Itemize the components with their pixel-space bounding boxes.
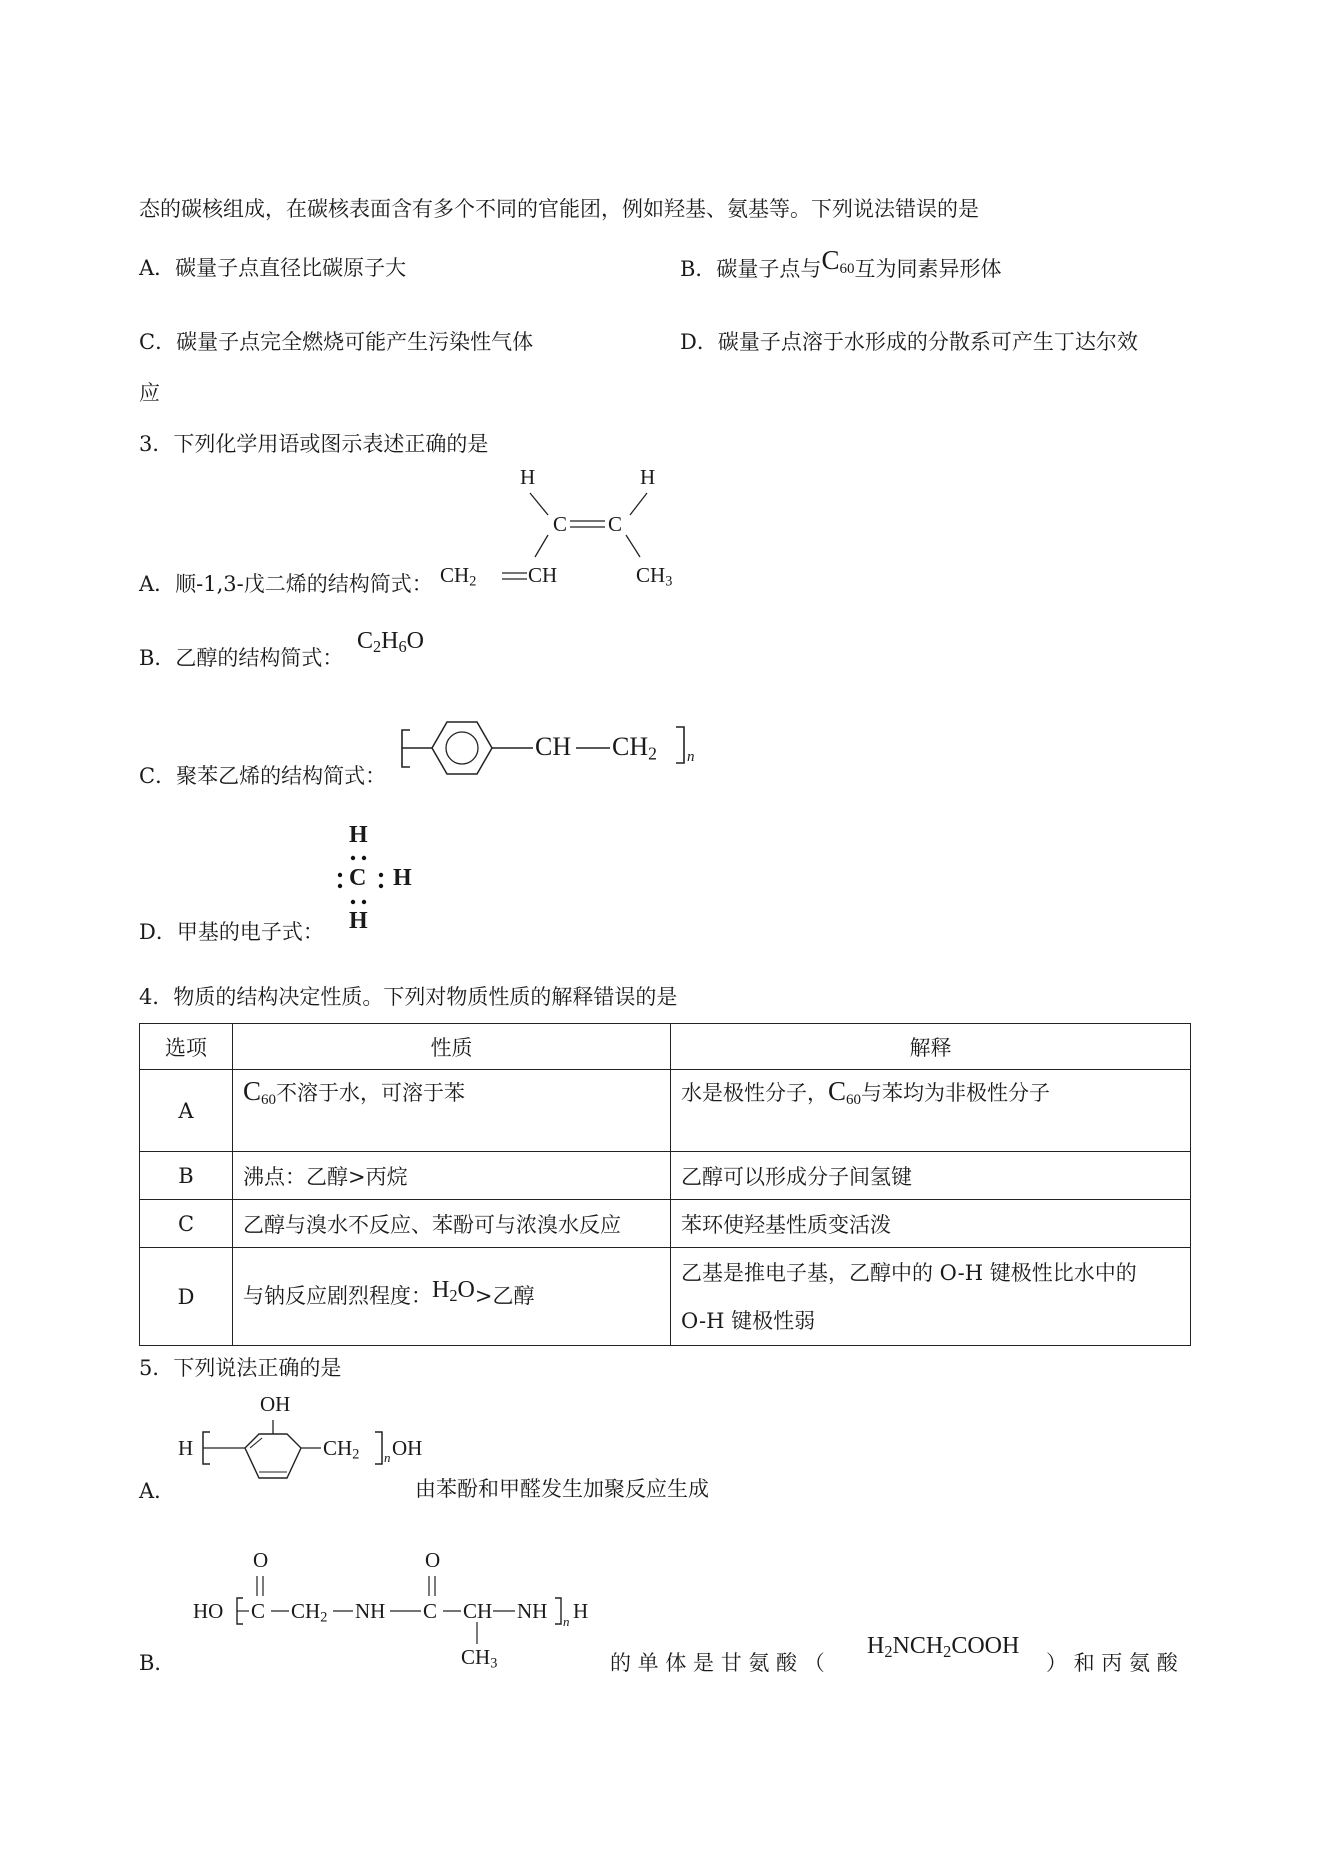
phenolic-resin-ring (178, 1392, 428, 1502)
ch-group: CH (528, 563, 558, 587)
pr-ch2-sub: 2 (352, 1446, 360, 1463)
ch2-sub: 2 (469, 573, 477, 590)
cis-pentadiene-structure (440, 465, 700, 595)
row-a-c: C (243, 1076, 262, 1106)
gly-nch: NCH (892, 1633, 944, 1659)
glycine-formula (867, 1633, 1019, 1662)
ch3-group (636, 563, 672, 591)
dp-c1: C (251, 1599, 266, 1623)
pr-n: n (384, 1450, 391, 1465)
ps-ch2-sub: 2 (648, 743, 657, 764)
row-d-explain-line2: O-H 键极性弱 (681, 1308, 816, 1333)
f-o: O (406, 628, 425, 654)
m-c: C (349, 865, 367, 891)
row-a-property-text: 不溶于水，可溶于苯 (276, 1081, 466, 1105)
dp-ch: CH (463, 1599, 493, 1623)
ethanol-formula (357, 628, 424, 657)
dp-c2: C (423, 1599, 438, 1623)
c-left: C (553, 512, 568, 536)
dp-o1: O (253, 1548, 269, 1572)
pr-oh-right: OH (392, 1436, 423, 1460)
dp-ch3 (461, 1645, 497, 1673)
gly-nch-sub: 2 (943, 1642, 952, 1662)
dp-ch3-text: CH (461, 1645, 491, 1669)
row-d-explain-line1: 乙基是推电子基，乙醇中的 O-H 键极性比水中的 (681, 1260, 1137, 1285)
gly-h-sub: 2 (884, 1642, 893, 1662)
pr-oh-top: OH (260, 1392, 291, 1416)
q2-option-d-line1: D．碳量子点溶于水形成的分散系可产生丁达尔效 (680, 330, 1138, 354)
water-h: H (432, 1277, 450, 1304)
row-a-c-sub: 60 (261, 1091, 277, 1108)
row-d-prefix: 与钠反应剧烈程度： (243, 1284, 432, 1309)
dp-o2: O (425, 1548, 441, 1572)
q3-a-label: A．顺-1,3-戊二烯的结构简式： (139, 572, 433, 596)
q2-option-c: C．碳量子点完全燃烧可能产生污染性气体 (139, 330, 534, 354)
q2-option-b (680, 245, 1002, 285)
c60-c: C (821, 245, 840, 275)
q3-d-label: D．甲基的电子式： (139, 920, 324, 944)
header-explanation: 解释 (671, 1024, 1191, 1070)
dp-ch3-sub: 3 (490, 1655, 498, 1672)
row-a-explanation (671, 1070, 1191, 1152)
dp-h: H (573, 1599, 589, 1623)
row-a-explain-c-sub: 60 (846, 1091, 862, 1108)
table-row (140, 1200, 1191, 1248)
ch3-text: CH (636, 563, 666, 587)
row-a-explain-suffix: 与苯均为非极性分子 (861, 1081, 1051, 1105)
dp-ch2-sub: 2 (320, 1609, 328, 1626)
dp-ho: HO (193, 1599, 224, 1623)
pr-h-left: H (178, 1436, 194, 1460)
dp-nh2: NH (517, 1599, 548, 1623)
c-right: C (608, 512, 623, 536)
row-c-property: 乙醇与溴水不反应、苯酚可与浓溴水反应 (233, 1200, 671, 1248)
table-row (140, 1248, 1191, 1346)
intro-line: 态的碳核组成，在碳核表面含有多个不同的官能团，例如羟基、氨基等。下列说法错误的是 (139, 197, 979, 221)
h-left: H (520, 465, 536, 489)
ps-ch2 (612, 732, 657, 764)
water-o: O (457, 1277, 475, 1304)
row-c-option: C (140, 1200, 233, 1248)
electron-dots (335, 820, 425, 940)
gly-h: H (867, 1633, 885, 1659)
water-formula (432, 1277, 475, 1306)
row-b-explanation: 乙醇可以形成分子间氢键 (671, 1152, 1191, 1200)
row-d-suffix: >乙醇 (474, 1284, 535, 1309)
table-row (140, 1070, 1191, 1152)
q3-b-label: B．乙醇的结构简式： (139, 646, 344, 670)
water-h-sub: 2 (449, 1286, 458, 1306)
q5-a-text: 由苯酚和甲醛发生加聚反应生成 (415, 1477, 709, 1501)
header-option: 选项 (140, 1024, 233, 1070)
ch2-group (440, 563, 476, 591)
c60-sub: 60 (839, 260, 855, 277)
row-d-explanation (671, 1248, 1191, 1346)
row-a-property (233, 1070, 671, 1152)
table-row (140, 1152, 1191, 1200)
methyl-electron-formula (335, 820, 425, 940)
q2-option-a: A．碳量子点直径比碳原子大 (139, 256, 407, 280)
dipeptide-polymer-structure (193, 1548, 613, 1673)
row-a-option: A (140, 1070, 233, 1152)
gly-cooh: COOH (951, 1633, 1020, 1659)
ps-n: n (687, 749, 695, 765)
q5-a-label: A． (139, 1479, 176, 1503)
row-a-c60 (243, 1076, 276, 1106)
row-b-option: B (140, 1152, 233, 1200)
f-c: C (357, 628, 374, 654)
c60-formula (821, 245, 854, 275)
q2-option-b-suffix: 互为同素异形体 (854, 257, 1002, 281)
f-h: H (381, 628, 399, 654)
row-a-explain-c60 (828, 1076, 861, 1106)
dp-nh1: NH (355, 1599, 386, 1623)
row-c-explanation: 苯环使羟基性质变活泼 (671, 1200, 1191, 1248)
properties-table (139, 1023, 1191, 1346)
ch2-text: CH (440, 563, 470, 587)
m-h-right: H (393, 865, 412, 891)
ch3-sub: 3 (665, 573, 673, 590)
row-b-property: 沸点：乙醇>丙烷 (233, 1152, 671, 1200)
q2-option-d-line2: 应 (139, 381, 160, 405)
ps-ch: CH (535, 732, 572, 761)
ps-ch2-text: CH (612, 732, 649, 761)
q5-b-text2: ） 和 丙 氨 酸 (1046, 1651, 1178, 1675)
q4-stem: 4．物质的结构决定性质。下列对物质性质的解释错误的是 (139, 985, 678, 1009)
row-d-option: D (140, 1248, 233, 1346)
h-right: H (640, 465, 656, 489)
header-property: 性质 (233, 1024, 671, 1070)
dp-ch2 (291, 1599, 327, 1627)
q3-c-label: C．聚苯乙烯的结构简式： (139, 764, 387, 788)
q2-option-b-prefix: B．碳量子点与 (680, 257, 822, 281)
dp-ch2-text: CH (291, 1599, 321, 1623)
q5-b-text1: 的 单 体 是 甘 氨 酸 （ (610, 1651, 825, 1675)
m-h-bottom: H (349, 908, 368, 934)
q5-b-label: B． (139, 1651, 176, 1675)
row-d-property (233, 1248, 671, 1346)
row-a-explain-c: C (828, 1076, 847, 1106)
f-c-sub: 2 (373, 637, 382, 657)
m-h-top: H (349, 822, 368, 848)
row-a-explain-prefix: 水是极性分子， (681, 1081, 828, 1105)
q3-stem: 3．下列化学用语或图示表述正确的是 (139, 432, 489, 456)
polystyrene-structure (398, 705, 708, 790)
q5-stem: 5．下列说法正确的是 (139, 1356, 342, 1380)
pr-ch2 (323, 1436, 359, 1464)
f-h-sub: 6 (398, 637, 407, 657)
phenolic-resin-structure (178, 1392, 428, 1502)
table-header-row (140, 1024, 1191, 1070)
pr-ch2-text: CH (323, 1436, 353, 1460)
dp-n: n (563, 1614, 570, 1629)
